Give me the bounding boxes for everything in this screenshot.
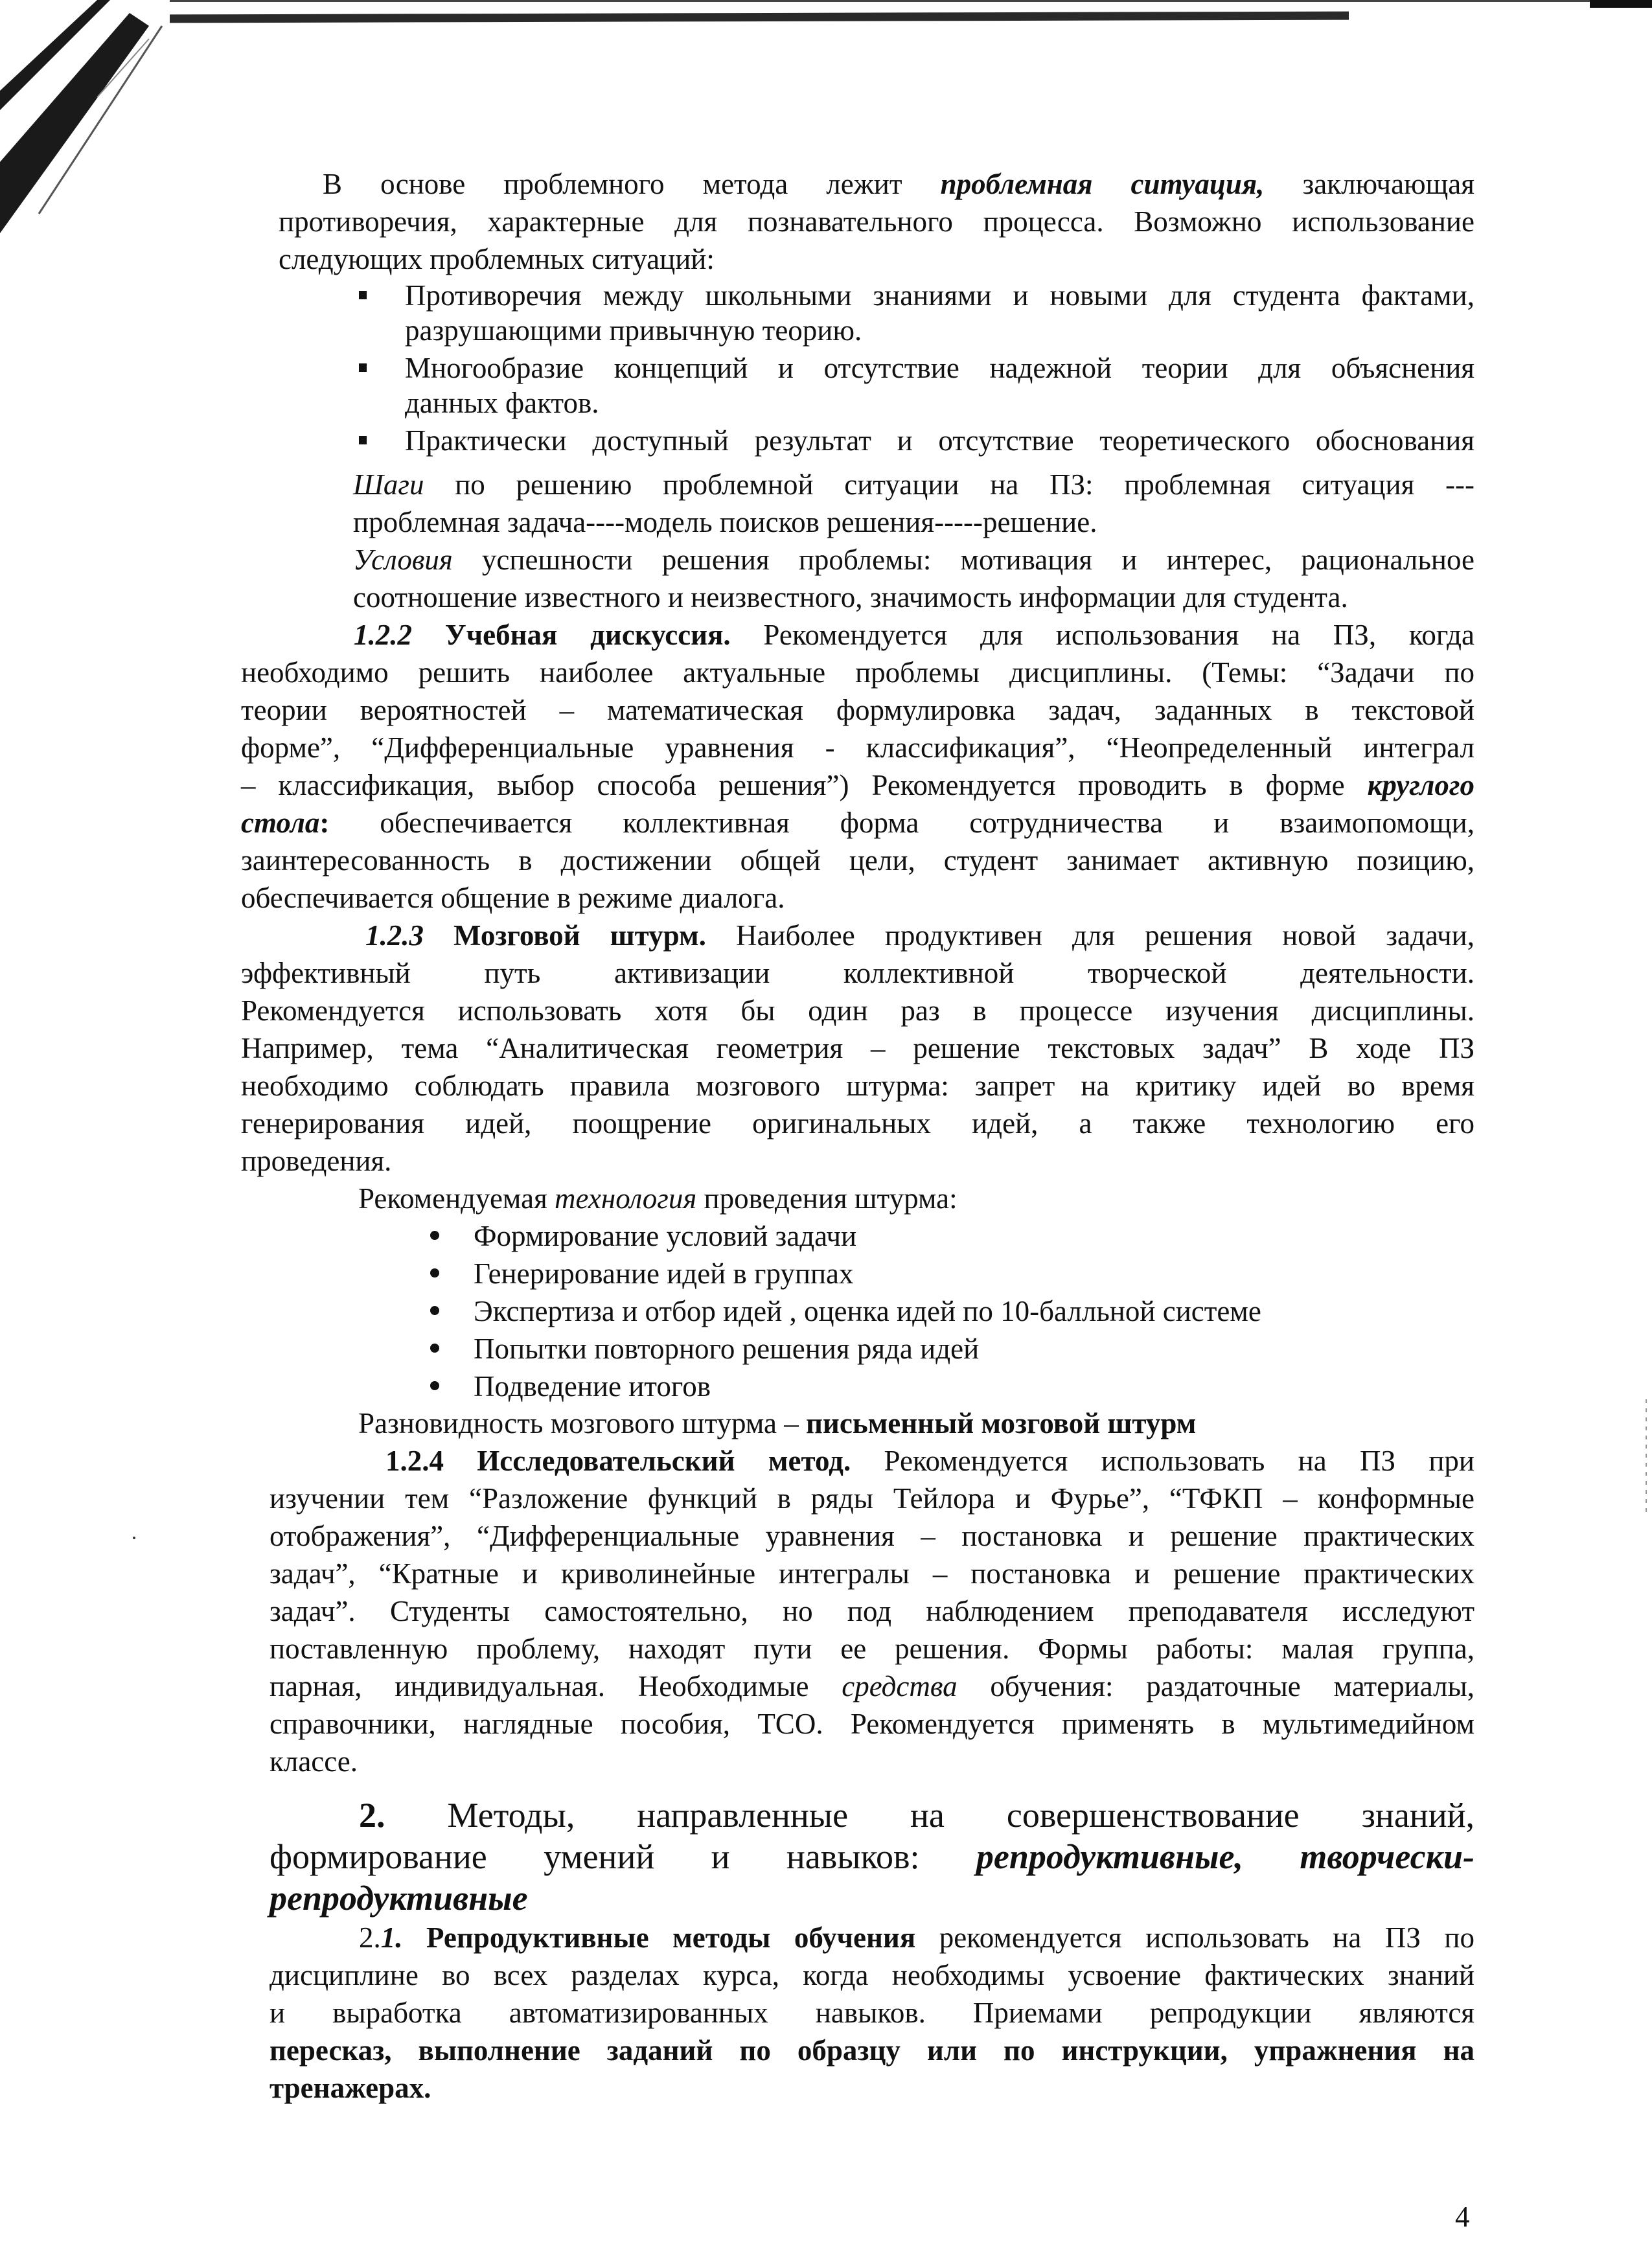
text-line bbox=[353, 578, 1474, 616]
text-line bbox=[270, 1630, 1474, 1667]
text-line bbox=[241, 879, 1474, 917]
text-run: отображения”, “Дифференциальные уравнения – постановка и решение практических bbox=[270, 1520, 1474, 1552]
square-bullet-icon bbox=[359, 363, 367, 372]
text-line bbox=[241, 1105, 1474, 1142]
text-line bbox=[241, 1029, 1474, 1067]
text-run bbox=[1243, 1837, 1300, 1876]
text-run: Наиболее продуктивен для решения новой задачи, bbox=[706, 919, 1475, 952]
round-bullet-icon bbox=[430, 1268, 439, 1277]
text-line bbox=[241, 766, 1474, 804]
text-run: Репродуктивные методы обучения bbox=[402, 1921, 916, 1954]
text-run: рекомендуется использовать на ПЗ по bbox=[915, 1921, 1474, 1954]
round-bullet-icon bbox=[430, 1381, 439, 1390]
text-run: заключающая bbox=[1264, 168, 1474, 200]
text-run: соотношение известного и неизвестного, значимость информации для студента. bbox=[353, 581, 1348, 613]
text-run: форме”, “Дифференциальные уравнения - классификация”, “Неопределенный интеграл bbox=[241, 731, 1474, 764]
round-bullet-icon bbox=[430, 1344, 439, 1353]
text-run: проведения штурма: bbox=[696, 1182, 958, 1215]
text-line bbox=[353, 466, 1474, 503]
brainstorm-section bbox=[241, 917, 1474, 1180]
text-run: Рекомендуется для использования на ПЗ, когда bbox=[730, 619, 1474, 651]
text-run: Условия bbox=[353, 544, 453, 576]
round-bullet-icon bbox=[430, 1231, 439, 1240]
text-run: поставленную проблему, находят пути ее решения. Формы работы: малая группа, bbox=[270, 1632, 1474, 1665]
technology-step-item bbox=[474, 1217, 1445, 1255]
round-bullet-icon bbox=[430, 1306, 439, 1315]
text-run: эффективный путь активизации коллективной творческой деятельности. bbox=[241, 957, 1474, 989]
text-line bbox=[241, 654, 1474, 691]
page-number: 4 bbox=[1455, 2201, 1470, 2233]
text-run: пересказ, выполнение заданий по образцу или по инструкции, упражнения на bbox=[270, 2034, 1474, 2067]
text-line bbox=[270, 1705, 1474, 1743]
text-run: проведения. bbox=[241, 1145, 392, 1177]
text-run: – классификация, выбор способа решения”) Рекомендуется проводить в форме bbox=[241, 769, 1368, 801]
text-line bbox=[359, 1919, 1474, 1956]
text-line bbox=[241, 954, 1474, 992]
text-run: формирование умений и навыков: bbox=[270, 1837, 976, 1876]
text-run: письменный мозговой штурм bbox=[806, 1407, 1197, 1439]
technology-step-item bbox=[474, 1255, 1445, 1292]
text-run: парная, индивидуальная. Необходимые bbox=[270, 1670, 842, 1702]
text-line bbox=[270, 1836, 1474, 1877]
text-run: Например, тема “Аналитическая геометрия – решение текстовых задач” В ходе ПЗ bbox=[241, 1032, 1474, 1064]
text-line bbox=[353, 541, 1474, 578]
text-line bbox=[270, 1480, 1474, 1517]
text-run: классе. bbox=[270, 1745, 358, 1778]
technology-step-item bbox=[474, 1368, 1445, 1405]
text-run: 1. bbox=[380, 1921, 403, 1954]
text-line bbox=[241, 1142, 1474, 1180]
text-run: успешности решения проблемы: мотивация и интерес, рациональное bbox=[452, 544, 1474, 576]
text-run: необходимо соблюдать правила мозгового штурма: запрет на критику идей во время bbox=[241, 1070, 1474, 1102]
text-run: технология bbox=[555, 1182, 697, 1215]
list-item-text: Попытки повторного решения ряда идей bbox=[474, 1333, 980, 1365]
text-run: изучении тем “Разложение функций в ряды Тейлора и Фурье”, “ТФКП – конформные bbox=[270, 1482, 1474, 1515]
text-line bbox=[354, 616, 1474, 654]
text-line bbox=[270, 1994, 1474, 2032]
section-2-heading bbox=[270, 1794, 1474, 1919]
list-item-text: Генерирование идей в группах bbox=[474, 1257, 854, 1290]
text-run: круглого bbox=[1367, 769, 1474, 801]
text-run: Шаги bbox=[353, 468, 424, 501]
text-run: 1.2.3 bbox=[365, 919, 424, 952]
text-run: обучения: раздаточные материалы, bbox=[957, 1670, 1474, 1702]
square-bullet-icon bbox=[359, 291, 367, 299]
list-item-text: Экспертиза и отбор идей , оценка идей по 10-балльной системе bbox=[474, 1295, 1261, 1327]
text-line bbox=[241, 842, 1474, 879]
text-run: обеспечивается коллективная форма сотрудничества и взаимопомощи, bbox=[329, 807, 1474, 839]
text-run: тренажерах. bbox=[270, 2072, 431, 2104]
list-item-line: Многообразие концепций и отсутствие надежной теории для объяснения bbox=[405, 352, 1474, 384]
text-run: средства bbox=[842, 1670, 958, 1702]
text-run: проблемная ситуация, bbox=[940, 168, 1265, 200]
text-line bbox=[270, 1877, 1474, 1919]
text-run: генерирования идей, поощрение оригинальных идей, а также технологию его bbox=[241, 1107, 1474, 1140]
text-run: Методы, направленные на совершенствование знаний, bbox=[385, 1796, 1474, 1835]
text-run: стола bbox=[241, 807, 320, 839]
text-run: 2. bbox=[359, 1796, 385, 1835]
text-run: творчески- bbox=[1300, 1837, 1475, 1876]
text-line bbox=[270, 1956, 1474, 1994]
text-run: 1.2.4 Исследовательский метод. bbox=[385, 1445, 851, 1477]
text-run: теории вероятностей – математическая формулировка задач, заданных в текстовой bbox=[241, 694, 1474, 726]
text-run: дисциплине во всех разделах курса, когда необходимы усвоение фактических знаний bbox=[270, 1959, 1474, 1991]
text-run: 1.2.2 bbox=[354, 619, 412, 651]
text-line bbox=[270, 1592, 1474, 1630]
text-line bbox=[359, 1794, 1474, 1836]
scan-corner-fold bbox=[0, 0, 194, 272]
text-line bbox=[241, 691, 1474, 729]
list-item-line: разрушающими привычную теорию. bbox=[405, 314, 862, 347]
text-run: и выработка автоматизированных навыков. Приемами репродукции являются bbox=[270, 1997, 1474, 2029]
text-run: Рекомендуемая bbox=[358, 1182, 555, 1215]
text-run: Учебная дискуссия. bbox=[412, 619, 731, 651]
text-line bbox=[353, 503, 1474, 541]
problem-situation-item bbox=[405, 278, 1474, 348]
text-run: Рекомендуется использовать на ПЗ при bbox=[851, 1445, 1474, 1477]
scan-edge-dashes bbox=[1646, 1399, 1647, 1516]
text-line bbox=[241, 729, 1474, 766]
text-run: справочники, наглядные пособия, ТСО. Рекомендуется применять в мультимедийном bbox=[270, 1708, 1474, 1740]
text-line bbox=[385, 1442, 1474, 1480]
text-line bbox=[279, 203, 1474, 240]
text-run: репродуктивные bbox=[270, 1879, 528, 1918]
text-run: задач”, “Кратные и криволинейные интегралы – постановка и решение практических bbox=[270, 1557, 1474, 1590]
problem-situation-item bbox=[405, 350, 1474, 420]
text-run: обеспечивается общение в режиме диалога. bbox=[241, 882, 785, 914]
text-line bbox=[270, 1555, 1474, 1592]
steps-paragraph bbox=[353, 466, 1474, 616]
scan-edge-mark bbox=[1590, 0, 1652, 8]
text-line bbox=[279, 240, 1474, 278]
technology-step-item bbox=[474, 1292, 1445, 1330]
research-method-section bbox=[270, 1442, 1474, 1780]
text-line bbox=[270, 1517, 1474, 1555]
text-run: заинтересованность в достижении общей цели, студент занимает активную позицию, bbox=[241, 844, 1474, 876]
text-run: : bbox=[319, 807, 330, 839]
scan-edge-line bbox=[170, 0, 1652, 2]
text-run: следующих проблемных ситуаций: bbox=[279, 243, 715, 275]
list-item-line: данных фактов. bbox=[405, 387, 599, 419]
text-line bbox=[323, 165, 1474, 203]
technology-steps-list bbox=[474, 1217, 1445, 1405]
text-run: 2. bbox=[359, 1921, 381, 1954]
text-line bbox=[365, 917, 1474, 954]
text-line bbox=[270, 1667, 1474, 1705]
text-run: В основе проблемного метода лежит bbox=[323, 168, 941, 200]
reproductive-methods-section bbox=[270, 1919, 1474, 2107]
technology-line bbox=[358, 1180, 1395, 1217]
list-item-text: Подведение итогов bbox=[474, 1370, 711, 1403]
text-run: Рекомендуется использовать хотя бы один раз в процессе изучения дисциплины. bbox=[241, 994, 1474, 1027]
text-run: необходимо решить наиболее актуальные проблемы дисциплины. (Темы: “Задачи по bbox=[241, 656, 1474, 689]
list-item-text: Формирование условий задачи bbox=[474, 1220, 857, 1252]
text-run: задач”. Студенты самостоятельно, но под наблюдением преподавателя исследуют bbox=[270, 1595, 1474, 1627]
brainstorm-variant-line bbox=[358, 1404, 1460, 1442]
text-line bbox=[241, 992, 1474, 1029]
list-item-line: Противоречия между школьными знаниями и новыми для студента фактами, bbox=[405, 279, 1474, 312]
text-line bbox=[270, 1743, 1474, 1780]
scan-speck bbox=[133, 1537, 135, 1539]
square-bullet-icon bbox=[359, 436, 367, 444]
intro-paragraph bbox=[279, 165, 1474, 278]
text-run: по решению проблемной ситуации на ПЗ: проблемная ситуация --- bbox=[424, 468, 1474, 501]
text-line bbox=[241, 1067, 1474, 1105]
scan-edge-line bbox=[170, 12, 1349, 23]
problem-situations-list bbox=[405, 278, 1474, 458]
text-run: Мозговой штурм. bbox=[424, 919, 706, 952]
text-run: противоречия, характерные для познавательного процесса. Возможно использование bbox=[279, 205, 1474, 238]
technology-step-item bbox=[474, 1330, 1445, 1368]
text-run: репродуктивные, bbox=[976, 1837, 1243, 1876]
text-line bbox=[270, 2032, 1474, 2069]
discussion-section bbox=[241, 616, 1474, 917]
text-line bbox=[241, 804, 1474, 842]
text-line bbox=[270, 2069, 1474, 2107]
list-item-line: Практически доступный результат и отсутствие теоретического обоснования bbox=[405, 424, 1474, 457]
text-run: проблемная задача----модель поисков решения-----решение. bbox=[353, 506, 1097, 538]
text-run: Разновидность мозгового штурма – bbox=[358, 1407, 806, 1439]
problem-situation-item bbox=[405, 423, 1474, 458]
